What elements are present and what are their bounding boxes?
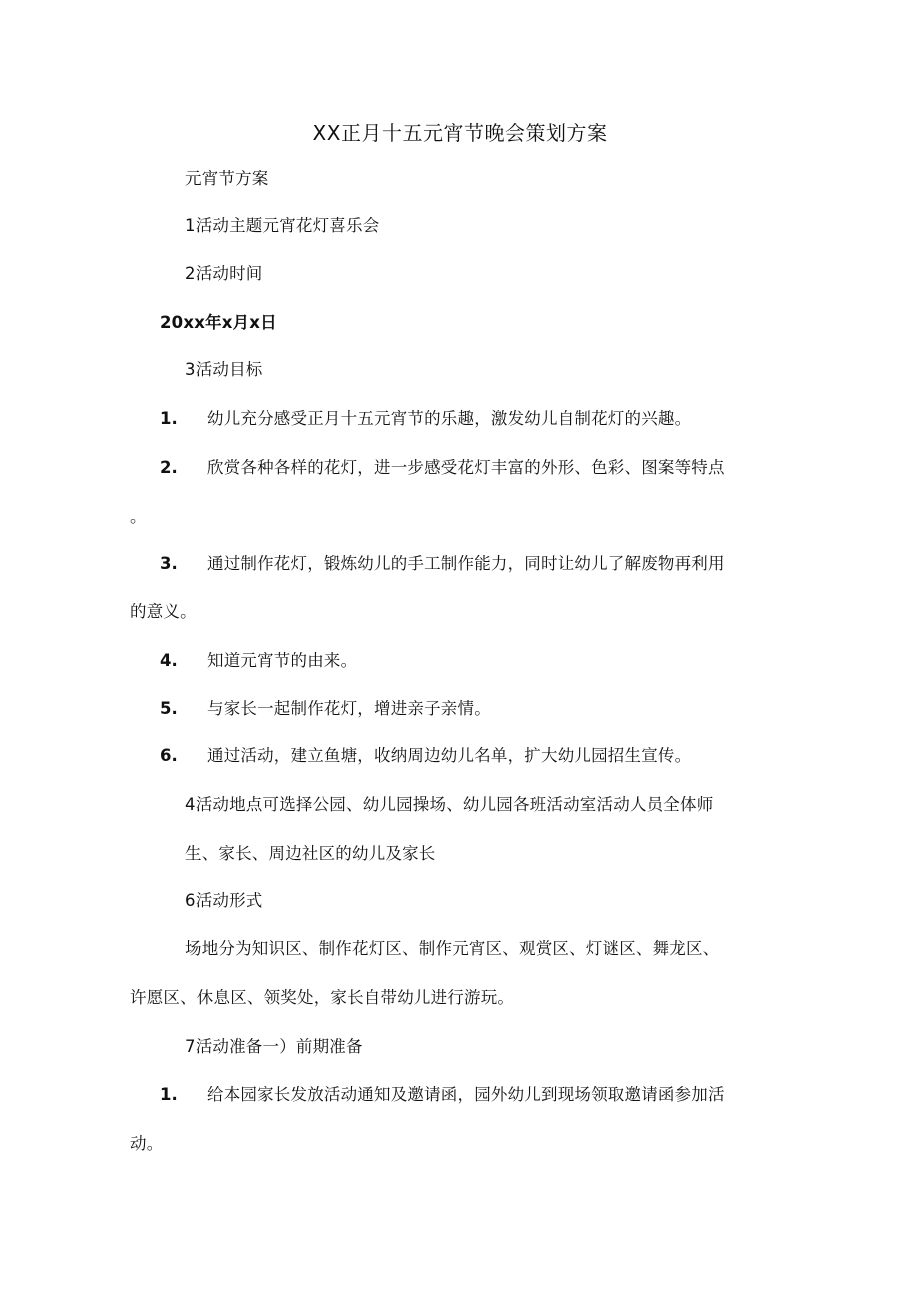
section-heading-plan: 元宵节方案 (185, 169, 269, 188)
form-description: 场地分为知识区、制作花灯区、制作元宵区、观赏区、灯谜区、舞龙区、 (185, 939, 720, 958)
document-title: XX正月十五元宵节晚会策划方案 (312, 121, 608, 145)
section-goals: 3活动目标 (185, 360, 263, 379)
section-theme: 1活动主题元宵花灯喜乐会 (185, 216, 380, 235)
goal-text: 与家长一起制作花灯，增进亲子亲情。 (207, 699, 491, 718)
goal-text-continuation: 。 (130, 507, 147, 526)
goal-text: 通过制作花灯，锻炼幼儿的手工制作能力，同时让幼儿了解废物再利用 (207, 554, 725, 573)
goal-text: 通过活动，建立鱼塘，收纳周边幼儿名单，扩大幼儿园招生宣传。 (207, 746, 692, 765)
form-description-continuation: 许愿区、休息区、领奖处，家长自带幼儿进行游玩。 (130, 988, 515, 1007)
goal-number: 4. (160, 651, 178, 670)
prep-number: 1. (160, 1085, 178, 1104)
goal-text: 知道元宵节的由来。 (207, 651, 358, 670)
prep-text-continuation: 动。 (130, 1134, 164, 1153)
section-preparation: 7活动准备一）前期准备 (185, 1037, 363, 1056)
section-location-continuation: 生、家长、周边社区的幼儿及家长 (185, 844, 436, 863)
event-date: 20xx年x月x日 (160, 313, 277, 332)
goal-number: 1. (160, 409, 178, 428)
goal-number: 6. (160, 746, 178, 765)
goal-text: 欣赏各种各样的花灯，进一步感受花灯丰富的外形、色彩、图案等特点 (207, 458, 725, 477)
section-form: 6活动形式 (185, 891, 263, 910)
goal-text-continuation: 的意义。 (130, 602, 197, 621)
goal-number: 5. (160, 699, 178, 718)
goal-number: 2. (160, 458, 178, 477)
section-time: 2活动时间 (185, 264, 263, 283)
prep-text: 给本园家长发放活动通知及邀请函，园外幼儿到现场领取邀请函参加活 (207, 1085, 725, 1104)
goal-number: 3. (160, 554, 178, 573)
section-location: 4活动地点可选择公园、幼儿园操场、幼儿园各班活动室活动人员全体师 (185, 795, 714, 814)
goal-text: 幼儿充分感受正月十五元宵节的乐趣，激发幼儿自制花灯的兴趣。 (207, 409, 692, 428)
